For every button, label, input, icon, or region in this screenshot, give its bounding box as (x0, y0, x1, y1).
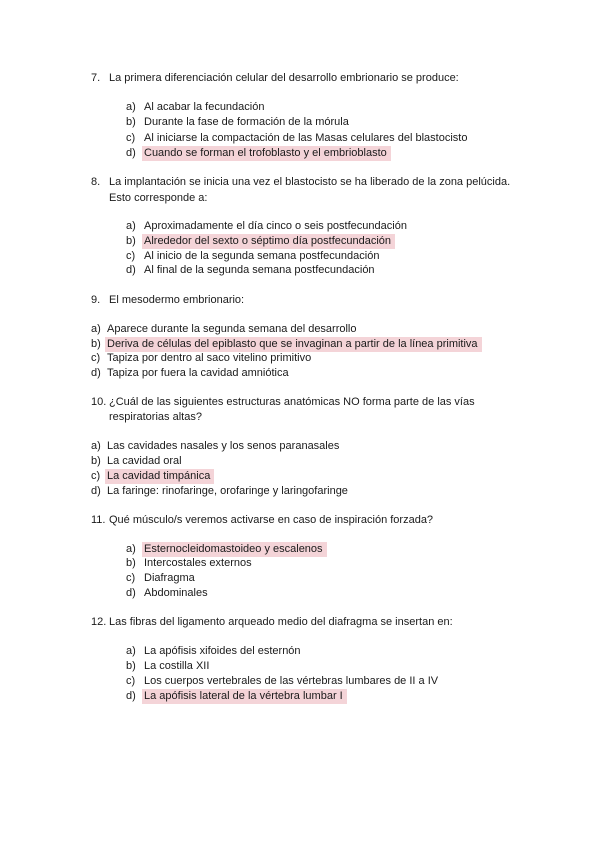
option-text: La faringe: rinofaringe, orofaringe y laringofaringe (107, 485, 348, 497)
highlighted-answer: La apófisis lateral de la vértebra lumbar I (142, 689, 347, 704)
question-number: 7. (91, 72, 101, 84)
option-text: Al iniciarse la compactación de las Masas celulares del blastocisto (144, 132, 468, 144)
question-number: 8. (91, 176, 101, 188)
question-text: Las fibras del ligamento arqueado medio del diafragma se insertan en: (109, 616, 453, 628)
question-number: 11. (91, 514, 106, 526)
option-text: Los cuerpos vertebrales de las vértebras lumbares de II a IV (144, 675, 439, 687)
question-text: ¿Cuál de las siguientes estructuras anatómicas NO forma parte de las vías (109, 396, 475, 408)
question-text: La implantación se inicia una vez el blastocisto se ha liberado de la zona pelúcida. (109, 176, 511, 188)
option-text: La cavidad oral (107, 455, 182, 467)
question-number: 9. (91, 294, 101, 306)
highlighted-answer: Esternocleidomastoideo y escalenos (142, 542, 327, 557)
option-text: La costilla XII (144, 660, 210, 672)
option-text: Tapiza por dentro al saco vitelino primitivo (107, 352, 312, 364)
option-text: Tapiza por fuera la cavidad amniótica (107, 367, 289, 379)
document-page: 7. La primera diferenciación celular del desarrollo embrionario se produce: a) Al acabar la fecundación b) Durante la fase de formación de la mórula c) Al iniciarse la compactación de las Masas celulares del blastocisto d) Cuando se forman el trofoblasto y el embrioblasto 8. La implantación se inicia una vez el blastocisto se ha liberado de la zona pelúcida. Esto corresponde a: a) Aproximadamente el día cinco o seis postfecundación b) Alrededor del sexto o séptimo día postfecundación c) Al inicio de la segunda semana postfecundación d) Al final de la segunda semana postfecundación 9. El mesodermo embrionario: a) Aparece durante la segunda semana del desarrollo b) Deriva de células del epiblasto que se invaginan a partir de la línea primitiva c) Tapiza por dentro al saco vitelino primitivo d) Tapiza por fuera la cavidad amniótica 10. ¿Cuál de las siguientes estructuras anatómicas NO forma parte de las vías respiratorias altas? a) Las cavidades nasales y los senos paranasales b) La cavidad oral c) La cavidad timpánica d) La faringe: rinofaringe, orofaringe y laringofaringe 11. Qué músculo/s veremos activarse en caso de inspiración forzada? a) Esternocleidomastoideo y escalenos b) Intercostales externos c) Diafragma d) Abdominales 12. Las fibras del ligamento arqueado medio del diafragma se insertan en: a) La apófisis xifoides del esternón b) La costilla XII c) Los cuerpos vertebrales de las vértebras lumbares de II a IV d) La apófisis lateral de la vértebra lumbar I (91, 72, 511, 702)
option-text: Las cavidades nasales y los senos paranasales (107, 440, 340, 452)
highlighted-answer: Cuando se forman el trofoblasto y el embrioblasto (142, 146, 391, 161)
option-text: Al final de la segunda semana postfecundación (144, 264, 375, 276)
question-text: respiratorias altas? (109, 411, 202, 423)
question-number: 12. (91, 616, 107, 628)
question-text: El mesodermo embrionario: (109, 294, 245, 306)
option-text: Diafragma (144, 572, 195, 584)
option-text: Aparece durante la segunda semana del desarrollo (107, 323, 357, 335)
option-text: La apófisis xifoides del esternón (144, 645, 301, 657)
option-text: Aproximadamente el día cinco o seis postfecundación (144, 220, 407, 232)
question-text: Qué músculo/s veremos activarse en caso de inspiración forzada? (109, 514, 434, 526)
highlighted-answer: La cavidad timpánica (105, 469, 214, 484)
highlighted-answer: Deriva de células del epiblasto que se invaginan a partir de la línea primitiva (105, 337, 482, 352)
option-text: Al acabar la fecundación (144, 101, 265, 113)
option-text: Durante la fase de formación de la mórula (144, 116, 349, 128)
option-text: Intercostales externos (144, 557, 252, 569)
highlighted-answer: Alrededor del sexto o séptimo día postfecundación (142, 234, 395, 249)
question-text: La primera diferenciación celular del desarrollo embrionario se produce: (109, 72, 459, 84)
question-number: 10. (91, 396, 107, 408)
option-text: Al inicio de la segunda semana postfecundación (144, 250, 380, 262)
question-text: Esto corresponde a: (109, 192, 208, 204)
option-text: Abdominales (144, 587, 208, 599)
